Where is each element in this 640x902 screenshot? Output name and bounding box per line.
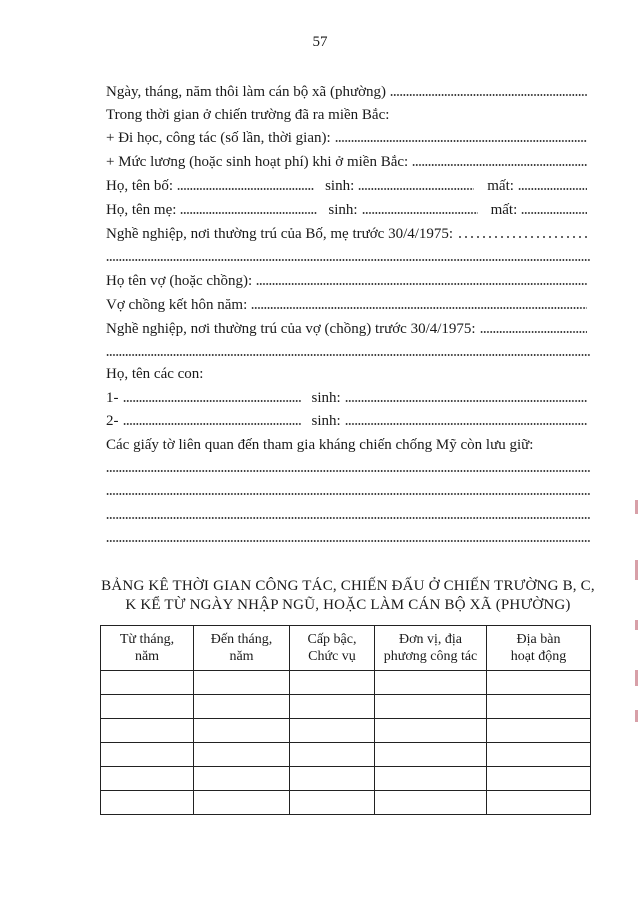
child-1-born-label: sinh: [311, 390, 341, 406]
study-work-line [106, 123, 590, 147]
spouse-name-label: Họ tên vợ (hoặc chồng): [106, 273, 253, 289]
table-cell[interactable] [487, 695, 591, 719]
marriage-year-field[interactable] [251, 306, 587, 310]
study-work-label: + Đi học, công tác (số lần, thời gian): [106, 130, 331, 146]
documents-field-4[interactable] [106, 539, 590, 543]
north-period-label: Trong thời gian ở chiến trường đã ra miền Bắc: [106, 107, 390, 123]
spouse-job-continuation [106, 337, 590, 361]
father-born-field[interactable] [358, 187, 474, 191]
salary-line [106, 147, 590, 171]
child-2-name-field[interactable] [123, 422, 301, 426]
table-cell[interactable] [375, 791, 487, 815]
father-died-field[interactable] [518, 187, 587, 191]
table-row [101, 791, 591, 815]
mother-line [106, 195, 590, 219]
table-row [101, 719, 591, 743]
table-cell[interactable] [101, 767, 194, 791]
father-line [106, 171, 590, 195]
table-cell[interactable] [487, 743, 591, 767]
father-name-label: Họ, tên bố: [106, 178, 174, 194]
table-body [101, 671, 591, 815]
header-area-of-operation: Địa bàn hoạt động [487, 626, 591, 671]
documents-row-3 [106, 500, 590, 524]
table-cell[interactable] [290, 791, 375, 815]
mother-born-field[interactable] [362, 211, 478, 215]
parents-job-label: Nghề nghiệp, nơi thường trú của Bố, mẹ trước 30/4/1975: [106, 226, 454, 242]
table-cell[interactable] [194, 671, 290, 695]
table-cell[interactable] [194, 719, 290, 743]
documents-field-2[interactable] [106, 492, 590, 496]
child-2-line [106, 406, 590, 430]
parents-job-field[interactable] [457, 235, 587, 239]
children-header-label: Họ, tên các con: [106, 366, 204, 382]
table-title [100, 577, 596, 615]
mother-name-field[interactable] [180, 211, 317, 215]
mother-died-field[interactable] [521, 211, 587, 215]
header-unit-location: Đơn vị, địa phương công tác [375, 626, 487, 671]
table-cell[interactable] [194, 791, 290, 815]
table-cell[interactable] [375, 671, 487, 695]
spouse-name-field[interactable] [256, 282, 587, 286]
documents-field-3[interactable] [106, 516, 590, 520]
child-2-label: 2- [106, 413, 119, 429]
marriage-year-label: Vợ chồng kết hôn năm: [106, 297, 248, 313]
documents-field-1[interactable] [106, 469, 590, 473]
table-cell[interactable] [101, 671, 194, 695]
child-1-line [106, 383, 590, 407]
documents-row-1 [106, 453, 590, 477]
child-1-label: 1- [106, 390, 119, 406]
table-cell[interactable] [375, 767, 487, 791]
spouse-name-line [106, 266, 590, 290]
table-cell[interactable] [290, 743, 375, 767]
table-cell[interactable] [375, 719, 487, 743]
child-1-born-field[interactable] [345, 399, 587, 403]
table-cell[interactable] [487, 791, 591, 815]
table-cell[interactable] [194, 695, 290, 719]
table-cell[interactable] [375, 695, 487, 719]
children-header-line [106, 359, 590, 383]
table-cell[interactable] [101, 791, 194, 815]
study-work-field[interactable] [335, 139, 587, 143]
mother-name-label: Họ, tên mẹ: [106, 202, 177, 218]
table-row [101, 743, 591, 767]
mother-died-label: mất: [490, 202, 518, 218]
table-cell[interactable] [487, 767, 591, 791]
table-row [101, 767, 591, 791]
table-cell[interactable] [290, 671, 375, 695]
documents-label: Các giấy tờ liên quan đến tham gia kháng chiến chống Mỹ còn lưu giữ: [106, 437, 534, 453]
parents-job-line [106, 219, 590, 243]
child-2-born-label: sinh: [311, 413, 341, 429]
table-cell[interactable] [290, 719, 375, 743]
child-1-name-field[interactable] [123, 399, 301, 403]
father-died-label: mất: [487, 178, 514, 194]
table-title-line-2: K KỂ TỪ NGÀY NHẬP NGŨ, HOẶC LÀM CÁN BỘ XÃ (PHƯỜNG) [125, 597, 571, 613]
retire-date-label: Ngày, tháng, năm thôi làm cán bộ xã (phường) [106, 84, 387, 100]
north-period-line [106, 100, 590, 124]
table-cell[interactable] [101, 743, 194, 767]
table-header-row [101, 626, 591, 671]
documents-row-2 [106, 476, 590, 500]
table-cell[interactable] [290, 767, 375, 791]
table-row [101, 671, 591, 695]
header-from-date: Từ tháng, năm [101, 626, 194, 671]
table-cell[interactable] [101, 719, 194, 743]
header-rank-position: Cấp bậc, Chức vụ [290, 626, 375, 671]
spouse-job-field-2[interactable] [106, 353, 590, 357]
documents-line [106, 430, 590, 454]
spouse-job-label: Nghề nghiệp, nơi thường trú của vợ (chồng) trước 30/4/1975: [106, 321, 476, 337]
table-cell[interactable] [194, 743, 290, 767]
table-title-line-1: BẢNG KÊ THỜI GIAN CÔNG TÁC, CHIẾN ĐẤU Ở CHIẾN TRƯỜNG B, C, [101, 578, 595, 594]
table-cell[interactable] [375, 743, 487, 767]
parents-job-field-2[interactable] [106, 258, 590, 262]
mother-born-label: sinh: [328, 202, 358, 218]
table-cell[interactable] [487, 671, 591, 695]
child-2-born-field[interactable] [345, 422, 587, 426]
edge-stain [632, 500, 640, 730]
table-cell[interactable] [194, 767, 290, 791]
retire-date-line [106, 77, 590, 101]
retire-date-field[interactable] [390, 93, 587, 97]
documents-row-4 [106, 523, 590, 547]
header-to-date: Đến tháng, năm [194, 626, 290, 671]
spouse-job-field[interactable] [480, 330, 587, 334]
service-history-table [100, 625, 591, 815]
marriage-year-line [106, 290, 590, 314]
page-number: 57 [312, 34, 328, 50]
salary-label: + Mức lương (hoặc sinh hoạt phí) khi ở miền Bắc: [106, 154, 409, 170]
table-cell[interactable] [290, 695, 375, 719]
father-name-field[interactable] [177, 187, 314, 191]
salary-field[interactable] [412, 163, 587, 167]
spouse-job-line [106, 314, 590, 338]
parents-job-continuation [106, 242, 590, 266]
table-cell[interactable] [101, 695, 194, 719]
father-born-label: sinh: [325, 178, 355, 194]
table-cell[interactable] [487, 719, 591, 743]
table-row [101, 695, 591, 719]
